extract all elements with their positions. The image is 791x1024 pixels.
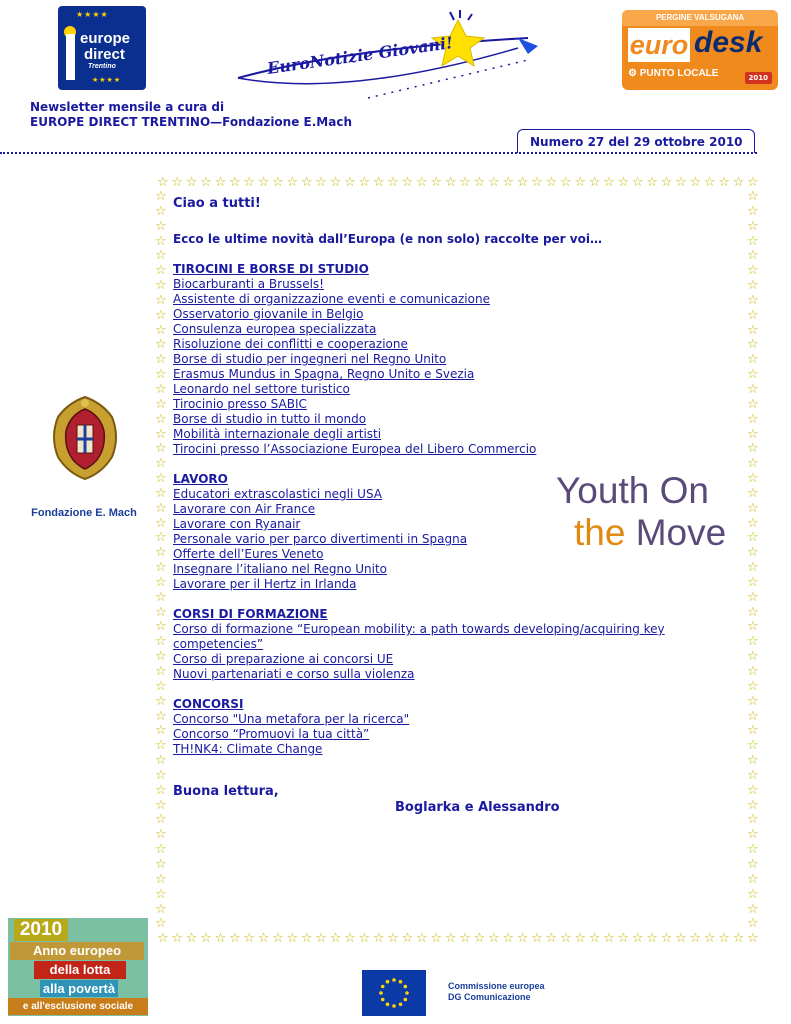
star-icon: ☆ xyxy=(155,307,167,323)
star-icon: ☆ xyxy=(155,678,167,694)
star-icon: ☆ xyxy=(747,441,759,457)
eurodesk-euro: euro xyxy=(629,30,689,60)
star-icon: ☆ xyxy=(747,931,759,946)
star-icon: ☆ xyxy=(747,871,759,887)
star-icon: ☆ xyxy=(660,931,673,946)
youth-on-the-move-logo xyxy=(556,470,746,560)
commissione-europea-label: Commissione europea DG Comunicazione xyxy=(448,981,545,1002)
list-item[interactable]: Educatori extrascolastici negli USA xyxy=(173,487,382,501)
signature: Boglarka e Alessandro xyxy=(395,800,560,815)
star-icon: ☆ xyxy=(171,175,184,190)
star-icon: ☆ xyxy=(675,175,687,190)
star-icon: ☆ xyxy=(603,175,615,190)
star-icon: ☆ xyxy=(747,812,759,828)
star-icon: ☆ xyxy=(155,901,167,917)
flag-star xyxy=(386,980,390,984)
list-item[interactable]: Borse di studio per ingegneri nel Regno Unito xyxy=(173,352,447,366)
star-icon: ☆ xyxy=(617,175,630,190)
list-item[interactable]: Concorso “Promuovi la tua città” xyxy=(173,727,370,741)
star-border-top xyxy=(157,176,759,190)
star-icon: ☆ xyxy=(747,471,759,487)
star-icon: ☆ xyxy=(387,175,399,190)
star-icon: ☆ xyxy=(155,871,167,887)
star-icon: ☆ xyxy=(747,500,759,516)
star-icon: ☆ xyxy=(747,797,759,813)
star-icon: ☆ xyxy=(747,367,759,383)
newsletter-subtitle: Newsletter mensile a cura di EUROPE DIRECT TRENTINO—Fondazione E.Mach xyxy=(30,100,352,129)
header-divider xyxy=(0,152,757,154)
star-icon: ☆ xyxy=(588,931,601,946)
star-icon: ☆ xyxy=(387,931,399,946)
star-icon: ☆ xyxy=(272,175,284,190)
yotm-line1: Youth On xyxy=(556,470,709,511)
list-item[interactable]: Biocarburanti a Brussels! xyxy=(173,277,324,291)
star-icon: ☆ xyxy=(531,175,543,190)
star-icon: ☆ xyxy=(747,278,759,294)
list-item[interactable]: Personale vario per parco divertimenti in Spagna xyxy=(173,532,468,546)
star-icon: ☆ xyxy=(747,233,759,249)
flag-star xyxy=(381,998,385,1002)
star-icon: ☆ xyxy=(155,649,167,665)
flag-star xyxy=(399,980,403,984)
star-icon: ☆ xyxy=(157,175,169,190)
star-icon: ☆ xyxy=(430,931,443,946)
star-icon: ☆ xyxy=(502,931,515,946)
star-icon: ☆ xyxy=(747,901,759,917)
star-icon: ☆ xyxy=(243,175,255,190)
star-icon: ☆ xyxy=(358,175,371,190)
fondazione-mach-crest-icon xyxy=(46,393,124,481)
star-icon: ☆ xyxy=(473,175,486,190)
star-icon: ☆ xyxy=(315,175,327,190)
list-item[interactable]: Lavorare con Ryanair xyxy=(173,517,301,531)
star-icon: ☆ xyxy=(502,175,515,190)
star-icon: ☆ xyxy=(703,931,716,946)
flag-star xyxy=(392,978,396,982)
star-icon: ☆ xyxy=(689,175,702,190)
star-icon: ☆ xyxy=(243,931,255,946)
star-icon: ☆ xyxy=(155,708,167,724)
star-icon: ☆ xyxy=(747,574,759,590)
list-item[interactable]: Concorso "Una metafora per la ricerca" xyxy=(173,712,410,726)
star-icon: ☆ xyxy=(531,931,543,946)
star-icon: ☆ xyxy=(747,560,759,576)
star-icon: ☆ xyxy=(747,693,759,709)
flag-star xyxy=(392,1004,396,1008)
star-icon: ☆ xyxy=(747,218,759,234)
eu-flag-icon xyxy=(362,970,426,1016)
star-icon: ☆ xyxy=(416,175,428,190)
star-icon: ☆ xyxy=(747,842,759,858)
star-icon: ☆ xyxy=(747,337,759,353)
flag-star xyxy=(399,1003,403,1007)
star-icon: ☆ xyxy=(155,456,167,472)
star-icon: ☆ xyxy=(155,574,167,590)
eurodesk-year: 2010 xyxy=(745,72,772,84)
list-item[interactable]: TH!NK4: Climate Change xyxy=(173,742,323,756)
star-icon: ☆ xyxy=(487,175,500,190)
eurodesk-punto-locale: ⚙ PUNTO LOCALE xyxy=(628,68,719,79)
star-icon: ☆ xyxy=(631,931,644,946)
star-icon: ☆ xyxy=(516,931,529,946)
star-icon: ☆ xyxy=(747,352,759,368)
list-item[interactable]: Erasmus Mundus in Spagna, Regno Unito e Svezia xyxy=(173,367,475,381)
star-icon: ☆ xyxy=(747,916,759,932)
star-icon: ☆ xyxy=(747,767,759,783)
star-icon: ☆ xyxy=(747,753,759,769)
europe-direct-logo xyxy=(58,6,146,90)
eurodesk-logo xyxy=(622,10,778,90)
star-icon: ☆ xyxy=(401,931,414,946)
star-icon: ☆ xyxy=(703,175,716,190)
star-icon: ☆ xyxy=(155,560,167,576)
star-icon: ☆ xyxy=(155,411,167,427)
list-item[interactable]: Tirocini presso l’Associazione Europea del Libero Commercio xyxy=(173,442,537,456)
list-item[interactable]: Consulenza europea specializzata xyxy=(173,322,377,336)
star-icon: ☆ xyxy=(257,931,270,946)
star-icon: ☆ xyxy=(155,233,167,249)
star-icon: ☆ xyxy=(747,248,759,264)
star-icon: ☆ xyxy=(155,396,167,412)
star-icon: ☆ xyxy=(747,649,759,665)
star-icon: ☆ xyxy=(747,545,759,561)
star-icon: ☆ xyxy=(747,175,759,190)
star-icon: ☆ xyxy=(155,842,167,858)
star-icon: ☆ xyxy=(155,767,167,783)
intro-text: Ecco le ultime novità dall’Europa (e non solo) raccolte per voi… xyxy=(173,232,602,246)
svg-text:EuroNotizie Giovani!: EuroNotizie Giovani! xyxy=(265,33,455,78)
logo-text-europe: europe xyxy=(80,30,131,47)
flag-star xyxy=(386,1003,390,1007)
star-icon: ☆ xyxy=(155,797,167,813)
star-icon: ☆ xyxy=(155,263,167,279)
star-icon: ☆ xyxy=(747,634,759,650)
greeting: Ciao a tutti! xyxy=(173,196,261,211)
star-icon: ☆ xyxy=(155,827,167,843)
star-icon: ☆ xyxy=(718,175,730,190)
star-icon: ☆ xyxy=(574,931,586,946)
star-icon: ☆ xyxy=(372,175,385,190)
star-icon: ☆ xyxy=(747,604,759,620)
star-icon: ☆ xyxy=(286,175,299,190)
star-icon: ☆ xyxy=(747,723,759,739)
star-icon: ☆ xyxy=(747,738,759,754)
star-icon: ☆ xyxy=(646,931,658,946)
star-icon: ☆ xyxy=(747,485,759,501)
star-icon: ☆ xyxy=(155,441,167,457)
star-icon: ☆ xyxy=(155,693,167,709)
list-item[interactable]: Mobilità internazionale degli artisti xyxy=(173,427,382,441)
star-icon: ☆ xyxy=(459,931,471,946)
star-icon: ☆ xyxy=(155,604,167,620)
star-icon: ☆ xyxy=(155,352,167,368)
star-icon: ☆ xyxy=(155,664,167,679)
star-icon: ☆ xyxy=(747,411,759,427)
star-icon: ☆ xyxy=(545,931,558,946)
star-icon: ☆ xyxy=(155,634,167,650)
star-icon: ☆ xyxy=(228,175,241,190)
star-icon: ☆ xyxy=(155,203,167,219)
star-icon: ☆ xyxy=(747,322,759,338)
list-item[interactable]: Tirocinio presso SABIC xyxy=(173,397,307,411)
star-icon: ☆ xyxy=(747,396,759,412)
star-icon: ☆ xyxy=(155,916,167,932)
star-icon: ☆ xyxy=(747,515,759,531)
star-icon: ☆ xyxy=(559,175,572,190)
star-icon: ☆ xyxy=(747,263,759,279)
star-icon: ☆ xyxy=(660,175,673,190)
star-icon: ☆ xyxy=(718,931,730,946)
star-icon: ☆ xyxy=(416,931,428,946)
star-icon: ☆ xyxy=(155,381,167,397)
star-icon: ☆ xyxy=(516,175,529,190)
star-icon: ☆ xyxy=(344,931,356,946)
star-icon: ☆ xyxy=(214,931,227,946)
star-icon: ☆ xyxy=(747,292,759,308)
star-icon: ☆ xyxy=(155,545,167,561)
star-icon: ☆ xyxy=(300,931,313,946)
star-icon: ☆ xyxy=(214,175,227,190)
star-icon: ☆ xyxy=(747,619,759,635)
star-icon: ☆ xyxy=(358,931,371,946)
list-item[interactable]: Borse di studio in tutto il mondo xyxy=(173,412,367,426)
star-icon: ☆ xyxy=(155,886,167,902)
star-icon: ☆ xyxy=(315,931,327,946)
star-icon: ☆ xyxy=(747,782,759,798)
star-icon: ☆ xyxy=(631,175,644,190)
star-icon: ☆ xyxy=(171,931,184,946)
star-icon: ☆ xyxy=(747,456,759,472)
star-icon: ☆ xyxy=(286,931,299,946)
list-item[interactable]: Assistente di organizzazione eventi e comunicazione xyxy=(173,292,490,306)
star-border-bottom xyxy=(157,932,759,946)
fondazione-mach-label: Fondazione E. Mach xyxy=(31,507,137,519)
star-icon: ☆ xyxy=(155,589,167,605)
star-icon: ☆ xyxy=(559,931,572,946)
star-icon: ☆ xyxy=(155,500,167,516)
star-icon: ☆ xyxy=(155,322,167,338)
star-icon: ☆ xyxy=(747,827,759,843)
section-title-lavoro[interactable]: LAVORO xyxy=(173,472,228,486)
issue-number: Numero 27 del 29 ottobre 2010 xyxy=(517,129,755,153)
flag-star xyxy=(404,985,408,989)
star-icon: ☆ xyxy=(155,782,167,798)
star-icon: ☆ xyxy=(689,931,702,946)
star-icon: ☆ xyxy=(155,812,167,828)
star-icon: ☆ xyxy=(155,426,167,442)
logo-text-region: Trentino xyxy=(88,63,116,70)
yotm-the: the xyxy=(574,512,626,553)
list-item[interactable]: Nuovi partenariati e corso sulla violenza xyxy=(173,667,415,681)
star-icon: ☆ xyxy=(155,189,167,204)
star-icon: ☆ xyxy=(588,175,601,190)
eu-stars-icon: ★★★★ xyxy=(76,10,109,19)
section-title-tirocini[interactable]: TIROCINI E BORSE DI STUDIO xyxy=(173,262,369,276)
star-icon: ☆ xyxy=(155,292,167,308)
star-icon: ☆ xyxy=(155,337,167,353)
star-icon: ☆ xyxy=(747,381,759,397)
section-title-concorsi[interactable]: CONCORSI xyxy=(173,697,244,711)
star-icon: ☆ xyxy=(329,175,342,190)
star-icon: ☆ xyxy=(155,856,167,872)
star-icon: ☆ xyxy=(272,931,284,946)
gear-icon: ⚙ xyxy=(628,68,640,79)
list-item[interactable]: Corso di formazione “European mobility: a path towards developing/acquiring key competencies” xyxy=(173,622,665,651)
star-icon: ☆ xyxy=(155,218,167,234)
star-icon: ☆ xyxy=(155,471,167,487)
star-icon: ☆ xyxy=(185,175,198,190)
star-icon: ☆ xyxy=(372,931,385,946)
list-item[interactable]: Leonardo nel settore turistico xyxy=(173,382,350,396)
star-icon: ☆ xyxy=(574,175,586,190)
star-icon: ☆ xyxy=(401,175,414,190)
flag-star xyxy=(405,991,409,995)
list-item[interactable]: Risoluzione dei conflitti e cooperazione xyxy=(173,337,408,351)
euronotizie-giovani-logo xyxy=(228,8,558,104)
star-icon: ☆ xyxy=(747,678,759,694)
flag-star xyxy=(379,991,383,995)
star-icon: ☆ xyxy=(747,856,759,872)
star-icon: ☆ xyxy=(155,278,167,294)
star-icon: ☆ xyxy=(155,738,167,754)
star-icon: ☆ xyxy=(155,248,167,264)
closing-text: Buona lettura, xyxy=(173,784,279,799)
star-border-left xyxy=(155,190,169,932)
star-icon: ☆ xyxy=(157,931,169,946)
list-item[interactable]: Osservatorio giovanile in Belgio xyxy=(173,307,364,321)
star-icon: ☆ xyxy=(487,931,500,946)
star-icon: ☆ xyxy=(545,175,558,190)
eurodesk-location: PERGINE VALSUGANA xyxy=(622,10,778,26)
star-icon: ☆ xyxy=(200,931,212,946)
star-icon: ☆ xyxy=(257,175,270,190)
star-icon: ☆ xyxy=(747,664,759,679)
star-icon: ☆ xyxy=(185,931,198,946)
star-icon: ☆ xyxy=(747,426,759,442)
star-icon: ☆ xyxy=(675,931,687,946)
star-icon: ☆ xyxy=(473,931,486,946)
star-icon: ☆ xyxy=(747,530,759,546)
star-icon: ☆ xyxy=(747,708,759,724)
star-icon: ☆ xyxy=(747,203,759,219)
star-icon: ☆ xyxy=(444,931,457,946)
list-item[interactable]: Insegnare l’italiano nel Regno Unito xyxy=(173,562,388,576)
star-icon: ☆ xyxy=(300,175,313,190)
flag-star xyxy=(404,998,408,1002)
star-icon: ☆ xyxy=(329,931,342,946)
star-icon: ☆ xyxy=(155,619,167,635)
star-icon: ☆ xyxy=(732,931,745,946)
star-icon: ☆ xyxy=(732,175,745,190)
star-icon: ☆ xyxy=(155,515,167,531)
star-icon: ☆ xyxy=(459,175,471,190)
list-item[interactable]: Lavorare per il Hertz in Irlanda xyxy=(173,577,357,591)
logo-text-direct: direct xyxy=(84,46,125,63)
anno-europeo-logo: 2010 Anno europeo della lotta alla povertà e all'esclusione sociale xyxy=(8,918,148,1016)
flag-star xyxy=(381,985,385,989)
star-icon: ☆ xyxy=(444,175,457,190)
eurodesk-desk: desk xyxy=(694,26,763,59)
star-icon: ☆ xyxy=(155,367,167,383)
list-item[interactable]: Offerte dell’Eures Veneto xyxy=(173,547,324,561)
section-title-corsi[interactable]: CORSI DI FORMAZIONE xyxy=(173,607,328,621)
list-item[interactable]: Corso di preparazione ai concorsi UE xyxy=(173,652,394,666)
star-icon: ☆ xyxy=(155,753,167,769)
yotm-move: Move xyxy=(635,512,727,553)
star-icon: ☆ xyxy=(603,931,615,946)
star-icon: ☆ xyxy=(646,175,658,190)
star-icon: ☆ xyxy=(344,175,356,190)
star-icon: ☆ xyxy=(155,485,167,501)
star-icon: ☆ xyxy=(747,589,759,605)
eu-stars-icon: ★★★★ xyxy=(92,76,122,84)
list-item[interactable]: Lavorare con Air France xyxy=(173,502,316,516)
star-icon: ☆ xyxy=(617,931,630,946)
star-icon: ☆ xyxy=(155,530,167,546)
star-icon: ☆ xyxy=(155,723,167,739)
star-icon: ☆ xyxy=(228,931,241,946)
star-icon: ☆ xyxy=(747,189,759,204)
star-icon: ☆ xyxy=(430,175,443,190)
star-icon: ☆ xyxy=(200,175,212,190)
star-icon: ☆ xyxy=(747,886,759,902)
star-icon: ☆ xyxy=(747,307,759,323)
